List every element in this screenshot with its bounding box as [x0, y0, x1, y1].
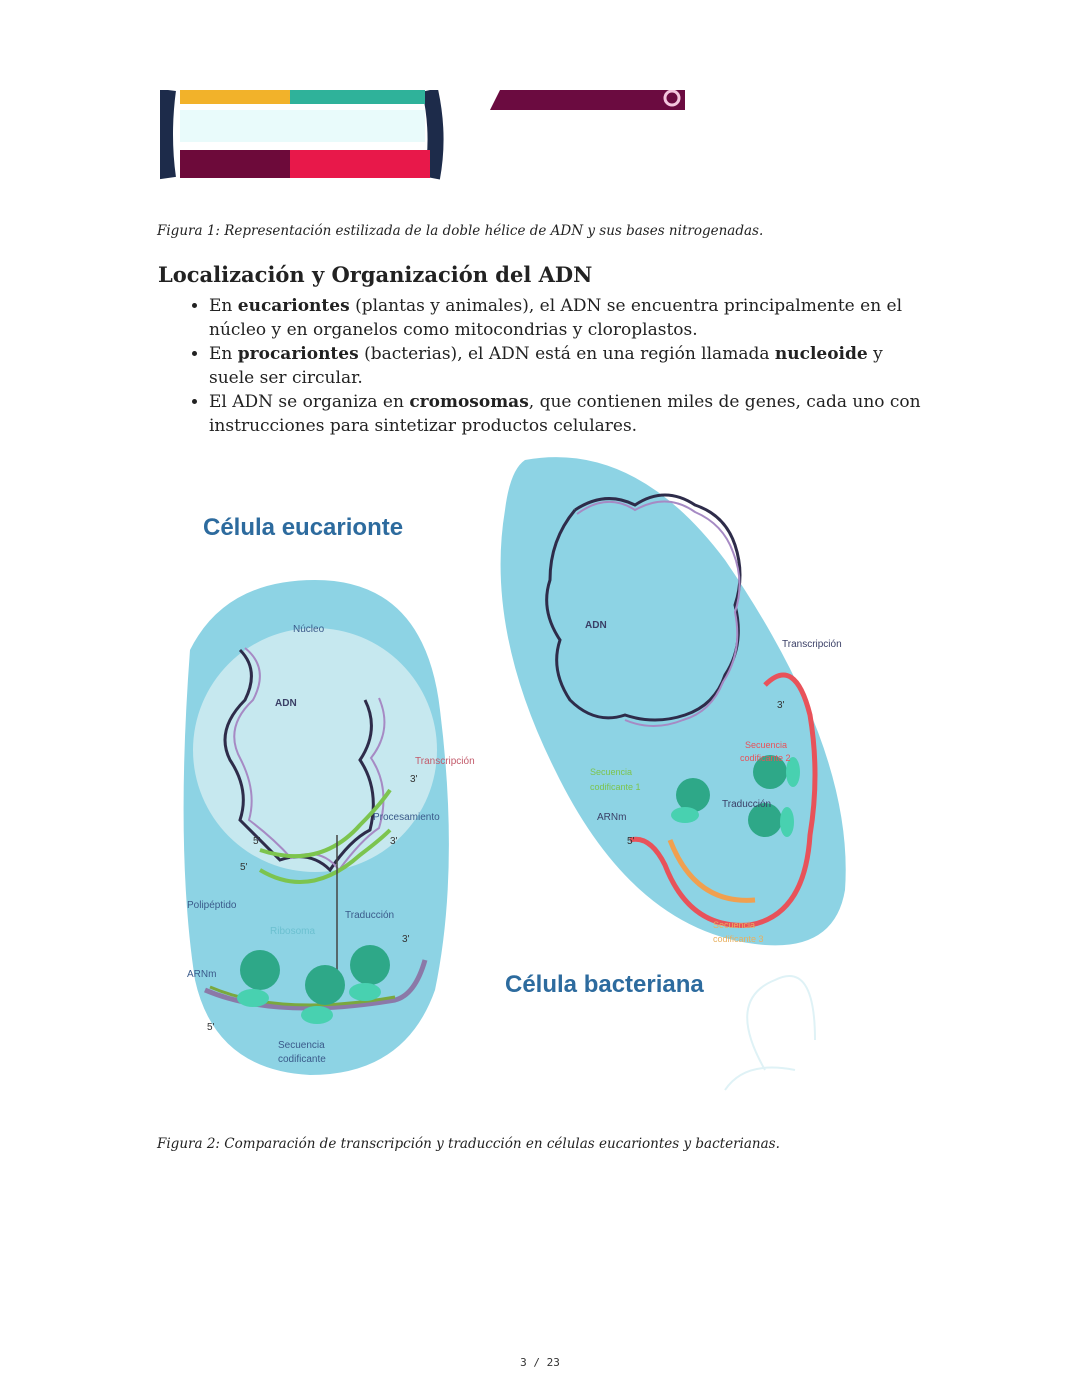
text: , que contienen miles de genes, cada uno con instrucciones para sintetizar productos celulares. — [209, 392, 921, 436]
label-codificante-1: codificante 1 — [590, 782, 641, 792]
page-number: 3 / 23 — [520, 1356, 560, 1369]
label-secuencia: Secuencia — [278, 1040, 325, 1051]
label-arnm: ARNm — [597, 812, 627, 823]
list-item — [209, 342, 929, 390]
label-3prime: 3' — [390, 836, 398, 847]
list-item — [209, 294, 929, 342]
label-procesamiento: Procesamiento — [373, 812, 440, 823]
label-ribosoma: Ribosoma — [270, 926, 316, 937]
label-adn: ADN — [275, 698, 297, 709]
text: (plantas y animales), el ADN se encuentra principalmente en el núcleo y en organelos como mitocondrias y cloroplastos. — [209, 296, 903, 340]
label-traduccion: Traducción — [345, 910, 395, 921]
label-5prime: 5' — [253, 836, 261, 847]
label-adn: ADN — [585, 620, 607, 631]
label-arnm: ARNm — [187, 969, 217, 980]
label-secuencia-1: Secuencia — [590, 767, 633, 777]
label-5prime: 5' — [627, 836, 635, 847]
label-codificante: codificante — [278, 1054, 326, 1065]
label-codificante-3: codificante 3 — [713, 934, 764, 944]
label-3prime: 3' — [402, 934, 410, 945]
text: y suele ser circular. — [209, 344, 883, 388]
text: En — [209, 344, 238, 364]
dna-helix-figure-fragment — [160, 90, 700, 180]
section-heading: Localización y Organización del ADN — [158, 262, 593, 287]
label-5prime: 5' — [240, 862, 248, 873]
bacterial-cell — [501, 457, 846, 1090]
label-transcripcion: Transcripción — [782, 639, 842, 650]
label-3prime: 3' — [777, 700, 785, 711]
bold-term: cromosomas — [409, 392, 529, 412]
label-nucleo: Núcleo — [293, 624, 325, 635]
bold-term: procariontes — [237, 344, 359, 364]
bold-term: eucariontes — [237, 296, 350, 316]
label-secuencia-3: Secuencia — [713, 920, 756, 930]
figure-1-caption: Figura 1: Representación estilizada de la doble hélice de ADN y sus bases nitrogenadas. — [157, 223, 764, 239]
figure-2-caption: Figura 2: Comparación de transcripción y traducción en células eucariontes y bacterianas. — [157, 1136, 780, 1152]
label-5prime: 5' — [207, 1022, 215, 1033]
bullet-list — [185, 294, 929, 438]
bacterium-title: Célula bacteriana — [505, 971, 704, 998]
label-transcripcion: Transcripción — [415, 756, 475, 767]
bold-term: nucleoide — [774, 344, 868, 364]
label-codificante-2: codificante 2 — [740, 753, 791, 763]
label-traduccion: Traducción — [722, 799, 772, 810]
eukaryotic-cell — [184, 514, 475, 1075]
text: El ADN se organiza en — [209, 392, 410, 412]
label-3prime: 3' — [410, 774, 418, 785]
text: En — [209, 296, 238, 316]
list-item — [209, 390, 929, 438]
label-secuencia-2: Secuencia — [745, 740, 788, 750]
transcription-translation-figure — [165, 450, 875, 1100]
eukaryote-title: Célula eucarionte — [203, 514, 404, 541]
label-polipeptido: Polipéptido — [187, 900, 237, 911]
text: (bacterias), el ADN está en una región llamada — [358, 344, 775, 364]
